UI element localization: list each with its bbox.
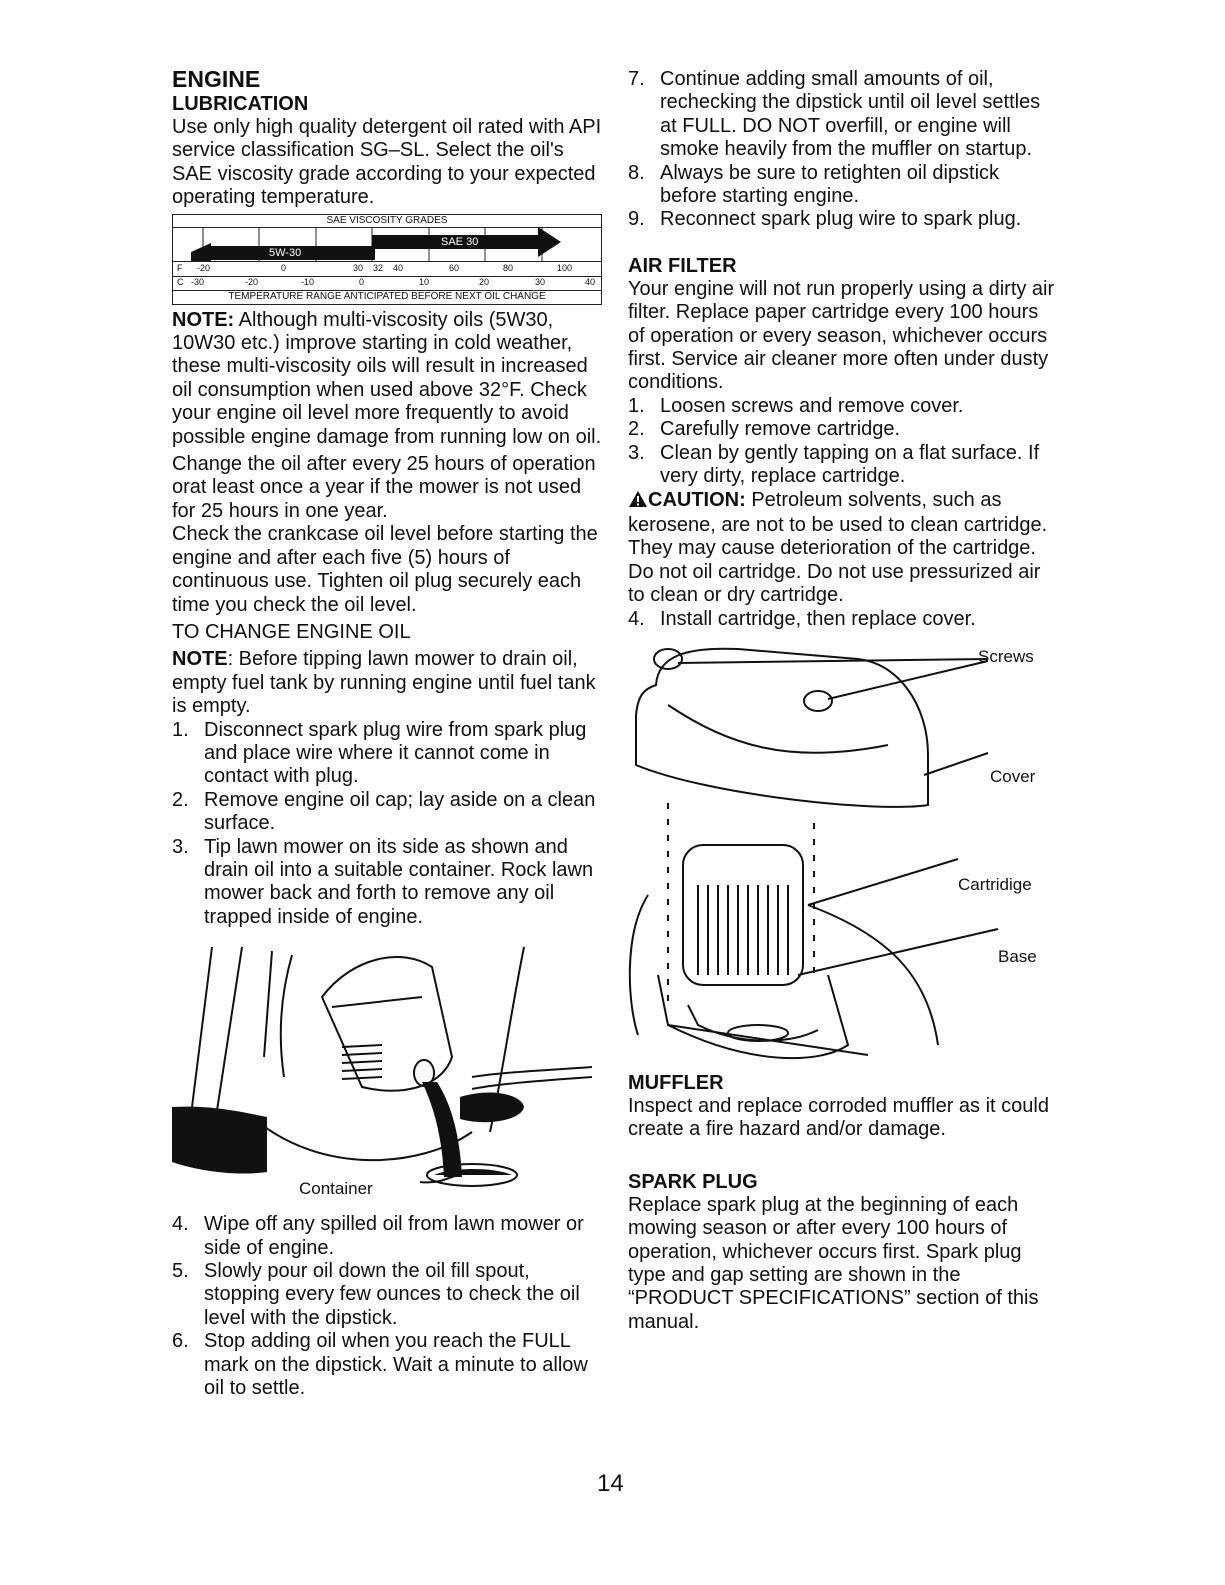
f-tick: 60 [449,262,460,273]
f-tick: 0 [281,262,287,273]
air-filter-figure [628,645,1058,1085]
celsius-row [173,276,601,291]
c-tick: 30 [535,276,546,287]
f-tick: 30 [353,262,364,273]
5w30-label: 5W-30 [269,246,302,259]
muffler-heading: MUFFLER [628,1071,724,1094]
c-tick: -30 [191,276,205,287]
viscosity-chart [172,214,602,262]
list-item: 3. Clean by gently tapping on a flat surface. If very dirty, replace cartridge. [628,441,1040,488]
lubrication-intro: Use only high quality detergent oil rated with API service classification SG–SL. Select the oil's SAE viscosity grade according to your expected operating temperature. [172,116,602,209]
note-label: NOTE: [172,308,235,331]
container-label: Container [299,1179,373,1199]
label-cover: Cover [990,766,1036,786]
list-item: 1. Disconnect spark plug wire from spark plug and place wire where it cannot come in contact with plug. [172,718,587,788]
c-tick: 40 [585,276,596,287]
page-number: 14 [597,1470,624,1497]
air-filter-steps-1-3 [628,395,1058,489]
sae30-label: SAE 30 [441,235,479,248]
warning-icon [628,490,648,514]
list-item: 4. Install cartridge, then replace cover. [628,607,976,630]
c-tick: 10 [419,276,430,287]
oil-change-steps-4-6 [172,1213,602,1400]
list-item: 7. Continue adding small amounts of oil, rechecking the dipstick until oil level settles at FULL. DO NOT overfill, or engine will smoke heavily from the muffler on startup. [628,68,1041,161]
chart-caption: TEMPERATURE RANGE ANTICIPATED BEFORE NEXT OIL CHANGE [228,290,546,302]
list-item: 5. Slowly pour oil down the oil fill spout, stopping every few ounces to check the oil level with the dipstick. [172,1260,580,1329]
c-tick: -20 [245,276,259,287]
air-filter-step-4 [628,608,1058,631]
right-column [628,68,1058,1334]
para-change-oil: Change the oil after every 25 hours of operation orat least once a year if the mower is not used for 25 hours in one year. [172,453,596,522]
label-cartridge: Cartridige [958,874,1032,894]
caution-label: CAUTION: [648,488,746,511]
section-heading-engine: ENGINE [172,66,261,92]
caution-paragraph [628,489,1058,608]
f-tick: 100 [557,262,573,273]
mower-tipped-illustration [172,937,602,1207]
list-item: 4. Wipe off any spilled oil from lawn mower or side of engine. [172,1213,584,1259]
label-screws: Screws [978,646,1034,666]
celsius-label: C [177,276,184,287]
subheading-to-change-oil: TO CHANGE ENGINE OIL [172,620,411,643]
spark-plug-text: Replace spark plug at the beginning of each mowing season or after every 100 hours of operation, whichever occurs first. Spark plug type and gap setting are shown in the “PRODUCT SPECIFICATIONS” section of this manual. [628,1193,1039,1333]
note-label: NOTE [172,648,228,671]
list-item: 8. Always be sure to retighten oil dipstick before starting engine. [628,161,1000,208]
air-filter-intro: Your engine will not run properly using a dirty air filter. Replace paper cartridge every 100 hours of operation or every season, whichever occurs first. Service air cleaner more often under dusty conditions. [628,277,1055,394]
list-item: 2. Remove engine oil cap; lay aside on a clean surface. [172,788,596,835]
c-tick: 0 [359,276,365,287]
drain-oil-figure [172,937,602,1207]
chart-title: SAE VISCOSITY GRADES [173,215,601,228]
note-text: : Before tipping lawn mower to drain oil, empty fuel tank by running engine until fuel tank is empty. [172,648,596,718]
spark-plug-heading: SPARK PLUG [628,1170,758,1193]
list-item: 2. Carefully remove cartridge. [628,418,901,441]
f-tick: 32 [373,262,384,273]
list-item: 3. Tip lawn mower on its side as shown and drain oil into a suitable container. Rock lawn mower back and forth to remove any oil trapped inside of engine. [172,835,594,928]
oil-change-steps-1-3 [172,719,602,930]
muffler-text: Inspect and replace corroded muffler as it could create a fire hazard and/or damage. [628,1094,1049,1141]
fahrenheit-row [173,262,601,277]
note-text: Although multi-viscosity oils (5W30, 10W30 etc.) improve starting in cold weather, these multi-viscosity oils will result in increased oil consumption when used above 32°F. Check your engine oil level more frequently to avoid possible engine damage from running low on oil. [172,308,602,448]
c-tick: -10 [301,276,315,287]
para-check-crankcase: Check the crankcase oil level before starting the engine and after each five (5) hours of continuous use. Tighten oil plug securely each time you check the oil level. [172,523,598,616]
f-tick: -20 [197,262,211,273]
c-tick: 20 [479,276,490,287]
list-item: 6. Stop adding oil when you reach the FULL mark on the dipstick. Wait a minute to allow oil to settle. [172,1330,588,1400]
air-filter-heading: AIR FILTER [628,254,737,277]
viscosity-bars [173,215,601,261]
caution-text: Petroleum solvents, such as kerosene, are not to be used to clean cartridge. They may cause deterioration of the cartridge. Do not oil cartridge. Do not use pressurized air to clean or dry cartridge. [628,488,1048,607]
f-tick: 40 [393,262,404,273]
fahrenheit-label: F [177,262,183,273]
f-tick: 80 [503,262,514,273]
left-column [172,66,602,1400]
oil-change-steps-7-9 [628,68,1058,232]
note-multi-viscosity [172,309,602,449]
label-base: Base [998,946,1037,966]
list-item: 1. Loosen screws and remove cover. [628,394,964,417]
subheading-lubrication: LUBRICATION [172,93,309,115]
air-filter-exploded-illustration [628,645,1058,1085]
note-tipping [172,648,602,718]
temperature-scale [172,262,602,305]
list-item: 9. Reconnect spark plug wire to spark plug. [628,208,1022,231]
